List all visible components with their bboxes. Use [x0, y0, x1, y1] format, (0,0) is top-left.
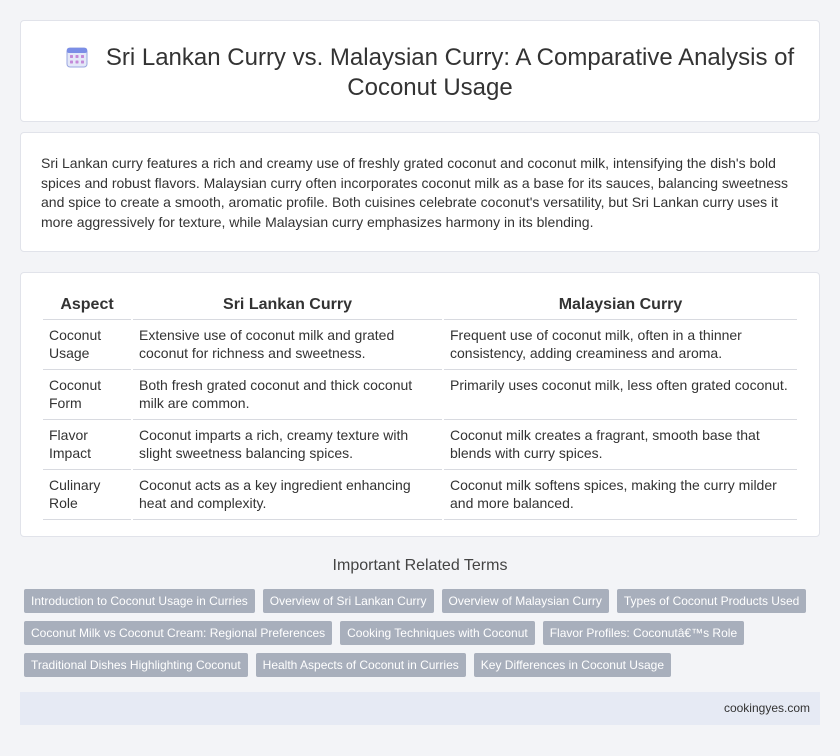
tag-link[interactable]: Overview of Sri Lankan Curry — [263, 589, 434, 613]
page-title-text: Sri Lankan Curry vs. Malaysian Curry: A Comparative Analysis of Coconut Usage — [105, 44, 795, 101]
calendar-grid-icon — [66, 46, 88, 68]
title-card — [20, 20, 820, 122]
cell-aspect: Coconut Usage — [43, 320, 131, 370]
header-malaysian: Malaysian Curry — [444, 295, 797, 320]
table-row — [43, 320, 797, 370]
cell-aspect: Coconut Form — [43, 370, 131, 420]
comparison-table — [41, 295, 799, 520]
table-header-row — [43, 295, 797, 320]
tag-link[interactable]: Coconut Milk vs Coconut Cream: Regional Preferences — [24, 621, 332, 645]
cell-aspect: Culinary Role — [43, 470, 131, 520]
related-terms-tags — [24, 589, 824, 677]
cell-malaysian: Coconut milk softens spices, making the curry milder and more balanced. — [444, 470, 797, 520]
cell-sri-lankan: Extensive use of coconut milk and grated coconut for richness and sweetness. — [133, 320, 442, 370]
table-row — [43, 470, 797, 520]
tag-link[interactable]: Introduction to Coconut Usage in Curries — [24, 589, 255, 613]
tag-link[interactable]: Types of Coconut Products Used — [617, 589, 806, 613]
header-sri-lankan: Sri Lankan Curry — [133, 295, 442, 320]
footer — [20, 692, 820, 725]
cell-malaysian: Coconut milk creates a fragrant, smooth base that blends with curry spices. — [444, 420, 797, 470]
tag-link[interactable]: Cooking Techniques with Coconut — [340, 621, 535, 645]
cell-sri-lankan: Coconut imparts a rich, creamy texture with slight sweetness balancing spices. — [133, 420, 442, 470]
cell-sri-lankan: Both fresh grated coconut and thick coconut milk are common. — [133, 370, 442, 420]
tag-link[interactable]: Key Differences in Coconut Usage — [474, 653, 671, 677]
footer-site-name: cookingyes.com — [723, 701, 810, 715]
comparison-card — [20, 272, 820, 537]
tag-link[interactable]: Flavor Profiles: Coconutâ€™s Role — [543, 621, 744, 645]
related-terms-heading: Important Related Terms — [332, 557, 508, 574]
tag-link[interactable]: Health Aspects of Coconut in Curries — [256, 653, 466, 677]
tag-link[interactable]: Traditional Dishes Highlighting Coconut — [24, 653, 248, 677]
tag-link[interactable]: Overview of Malaysian Curry — [442, 589, 609, 613]
table-row — [43, 420, 797, 470]
table-row — [43, 370, 797, 420]
header-aspect: Aspect — [43, 295, 131, 320]
cell-aspect: Flavor Impact — [43, 420, 131, 470]
cell-malaysian: Primarily uses coconut milk, less often grated coconut. — [444, 370, 797, 420]
cell-malaysian: Frequent use of coconut milk, often in a thinner consistency, adding creaminess and aroma. — [444, 320, 797, 370]
intro-card — [20, 132, 820, 252]
cell-sri-lankan: Coconut acts as a key ingredient enhancing heat and complexity. — [133, 470, 442, 520]
page-title — [61, 43, 799, 103]
intro-paragraph: Sri Lankan curry features a rich and creamy use of freshly grated coconut and coconut milk, intensifying the dish's bold spices and robust flavors. Malaysian curry often incorporates coconut milk as a base for its sauces, balancing sweetness and spice to create a smooth, aromatic profile. Both cuisines celebrate coconut's versatility, but Sri Lankan curry uses it more aggressively for texture, while Malaysian curry emphasizes harmony in its blending. — [41, 155, 789, 230]
